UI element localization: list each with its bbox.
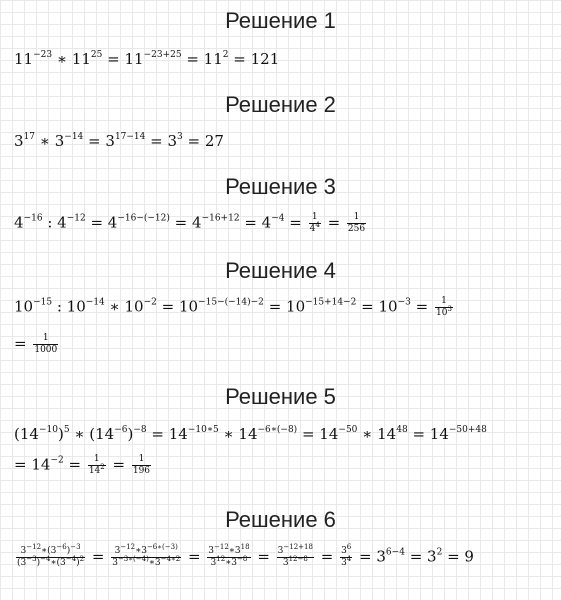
solution-4-equation-line-1: $10^{-15}$ : $10^{-14}$ ∗ $10^{-2} = 10^{-15-(-14)-2} = 10^{-15+14-2} = 10^{-3}$ = $\frac{1}{10^3}$ [14, 296, 452, 318]
solution-5-equation-line-2: = $14^{-2}$ = $\frac{1}{14^2}$ = $\frac{1}{196}$ [14, 454, 151, 476]
solution-1-equation: $11^{-23}$ ∗ $11^{25} = 11^{-23+25} = 11^2 = 121$ [14, 50, 280, 68]
solution-3-equation: $4^{-16}$ : $4^{-12} = 4^{-16-(-12)} = 4^{-16+12} = 4^{-4}$ = $\frac{1}{4^4}$ = $\frac{1}{256}$ [14, 212, 366, 234]
solution-6-equation: $\frac{3^{-12}∗(3^{-6})^{-3}}{(3^{-3})^{-4}∗(3^{-4})^2}$ = $\frac{3^{-12}∗3^{-6∗(-3)}}{3^{-3∗(-4)}∗3^{-4∗2}}$ = $\frac{3^{-12}∗3^{18}}{3^{12}∗3^{-8}}$ = $\frac{3^{-12+18}}{3^{12-8}}$ = $\frac{3^6}{3^4}$ = $3^{6-4} = 3^2 = 9$ [17, 543, 474, 568]
solution-2-equation: $3^{17}$ ∗ $3^{-14} = 3^{17-14} = 3^3 = 27$ [14, 132, 224, 150]
solution-4-equation-line-2: = $\frac{1}{1000}$ [14, 333, 58, 355]
section-title-5: Решение 5 [225, 384, 336, 409]
solution-5-equation-line-1: $(14^{-10})^5$ ∗ $(14^{-6})^{-8} = 14^{-10∗5}$ ∗ $14^{-6∗(-8)} = 14^{-50}$ ∗ $14^{48} = 14^{-50+48}$ [14, 425, 487, 443]
section-title-2: Решение 2 [225, 92, 336, 117]
section-title-1: Решение 1 [225, 8, 336, 33]
section-title-4: Решение 4 [225, 258, 336, 283]
section-title-3: Решение 3 [225, 174, 336, 199]
section-title-6: Решение 6 [225, 507, 336, 532]
